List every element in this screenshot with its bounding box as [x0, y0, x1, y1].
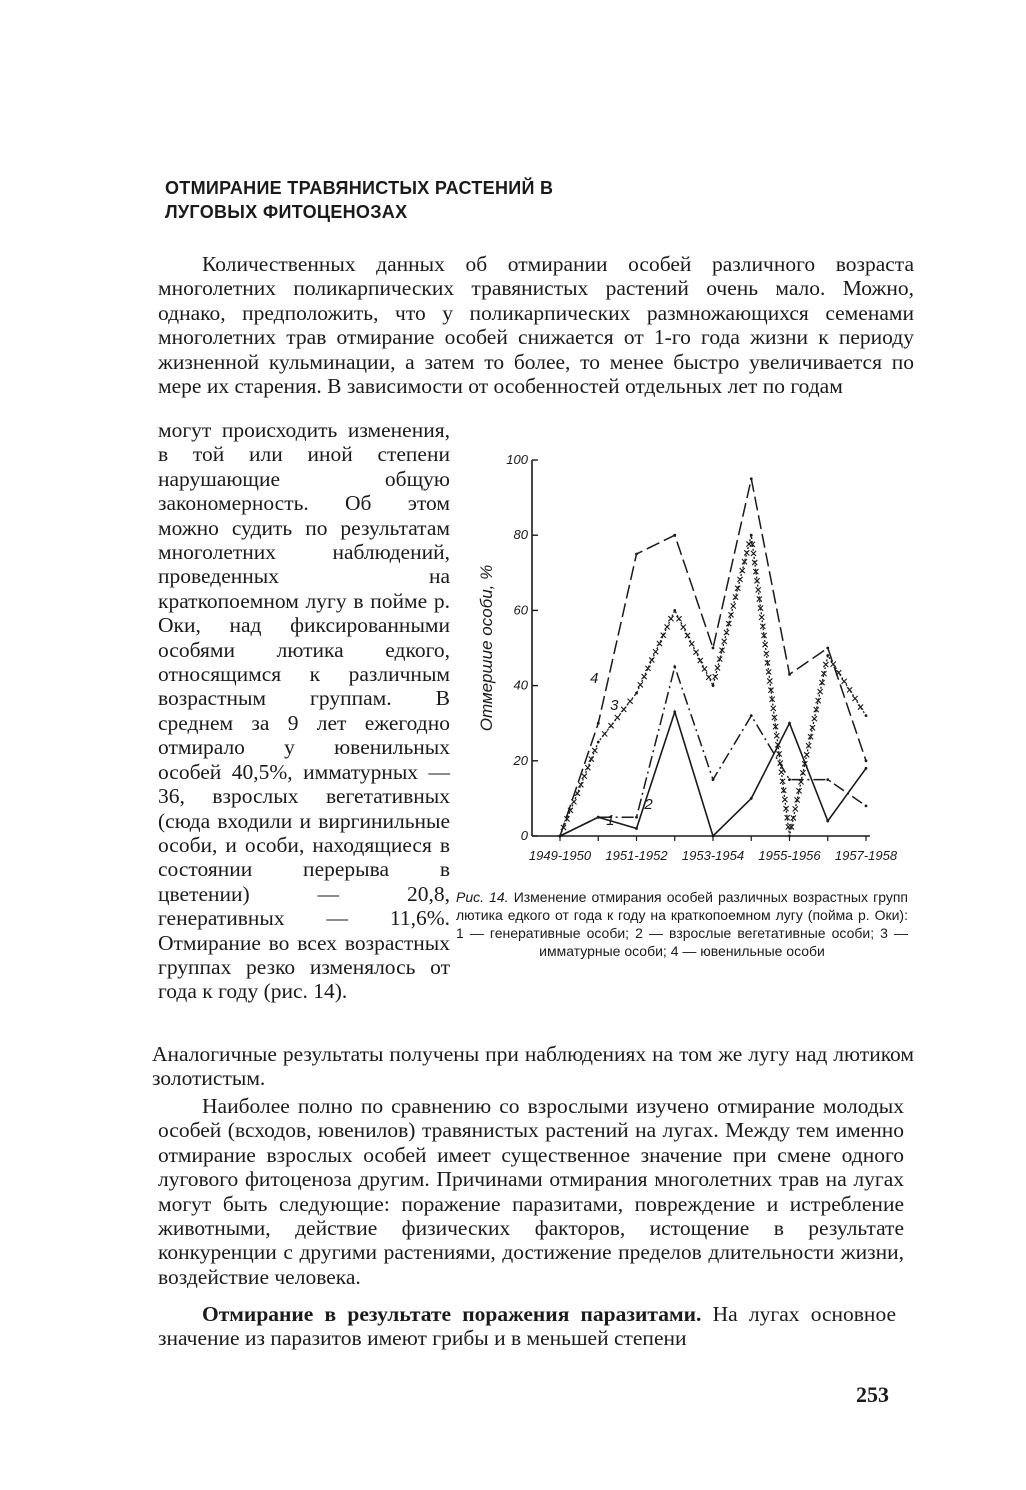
series-3-cross-marker [642, 674, 647, 679]
y-tick-label: 60 [513, 602, 528, 618]
paragraph-4-text: На лугах основное значение из паразитов имеют грибы и в меньшей степени [158, 1302, 896, 1351]
mortality-line-chart [456, 440, 916, 880]
y-tick-label: 0 [520, 828, 528, 843]
paragraph-1: Количественных данных об отмирании особей различного возраста многолетних поликарпических травянистых растений очень мало. Можно, однако, предположить, что у поликарпических размножающихся семенами многолетних трав отмирание особей снижается от 1-го года жизни к периоду жизненной кульминации, а затем то более, то менее быстро увеличивается по мере их старения. В зависимости от особенностей отдельных лет по годам [158, 252, 914, 399]
series-3-cross-marker [804, 752, 809, 757]
series-3-cross-marker [767, 678, 772, 683]
series-3-cross-marker [779, 770, 784, 775]
series-3-cross-marker [689, 641, 694, 646]
series-3-cross-marker [818, 689, 823, 694]
series-3-cross-marker [782, 797, 787, 802]
series-3-cross-marker [582, 774, 587, 779]
data-point-series-1 [865, 767, 868, 770]
series-3-cross-marker [661, 633, 666, 638]
series-3-cross-marker [698, 658, 703, 663]
series-label-1: 1 [606, 812, 615, 830]
data-point-series-2 [750, 714, 753, 717]
series-3-cross-marker [774, 733, 779, 738]
data-point-series-4 [865, 759, 868, 762]
figure-caption [456, 888, 908, 960]
series-3-cross-marker [823, 662, 828, 667]
data-point-series-1 [635, 827, 638, 830]
series-3-cross-marker [706, 675, 711, 680]
series-label-4: 4 [590, 670, 599, 688]
section-title: ОТМИРАНИЕ ТРАВЯНИСТЫХ РАСТЕНИЙ В ЛУГОВЫХ ФИТОЦЕНОЗАХ [165, 178, 554, 222]
series-3-cross-marker [852, 696, 857, 701]
series-3-cross-marker [668, 616, 673, 621]
series-3-cross-marker [858, 704, 863, 709]
series-3-cross-marker [608, 723, 613, 728]
data-point-series-1 [788, 722, 791, 725]
data-point-series-3 [826, 654, 829, 657]
series-3-cross-marker [771, 706, 776, 711]
series-3-cross-marker [737, 577, 742, 582]
figure-caption-text: Изменение отмирания особей различных возрастных групп лютика едкого от года к году на краткопоемном лугу (пойма р. Оки): 1 — генеративные особи; 2 — взрослые вегетативные особи; 3 — имматурные особи; 4 — ювенильные особи [456, 889, 908, 959]
series-3-cross-marker [847, 687, 852, 692]
figure-label: Рис. 14. [456, 889, 509, 905]
series-3-cross-marker [842, 679, 847, 684]
series-3-cross-marker [731, 603, 736, 608]
data-point-series-3 [788, 835, 791, 838]
data-point-series-2 [788, 778, 791, 781]
data-point-series-4 [788, 673, 791, 676]
series-3-cross-marker [649, 657, 654, 662]
series-3-cross-marker [653, 649, 658, 654]
series-3-cross-marker [628, 699, 633, 704]
series-3-cross-marker [638, 682, 643, 687]
series-line-4 [560, 479, 866, 836]
y-axis-label: Отмершие особи, % [477, 564, 496, 732]
data-point-series-3 [597, 741, 600, 744]
x-tick-label: 1951-1952 [605, 848, 668, 863]
paragraph-2-wrapped: могут происходить изменения, в той или иной степени нарушающие общую закономерность. Об этом можно судить по результатам многолетних наблюдений, проведенных на краткопоемном лугу в пойме р. Оки, над фиксированными особями лютика едкого, относящимся к различным возрастным группам. В среднем за 9 лет ежегодно отмирало у ювенильных особей 40,5%, имматурных — 36, взрослых вегетативных (сюда входили и виргинильные особи, и особи, находящиеся в состоянии перерыва в цветении) — 20,8, генеративных — 11,6%. Отмирание во всех возрастных группах резко изменялось от года к году (рис. 14). [158, 418, 450, 1004]
data-point-series-1 [826, 820, 829, 823]
series-3-cross-marker [812, 716, 817, 721]
series-label-2: 2 [644, 796, 653, 814]
series-3-cross-marker [715, 665, 720, 670]
series-3-cross-marker [759, 615, 764, 620]
data-point-series-4 [750, 477, 753, 480]
series-3-cross-marker [831, 662, 836, 667]
series-3-cross-marker [585, 765, 590, 770]
run-in-heading: Отмирание в результате поражения паразитами. [202, 1302, 702, 1326]
data-point-series-3 [865, 714, 868, 717]
y-tick-label: 80 [513, 527, 528, 543]
series-3-cross-marker [702, 666, 707, 671]
series-3-cross-marker [740, 568, 745, 573]
figure-14 [456, 440, 916, 880]
data-point-series-4 [712, 647, 715, 650]
data-point-series-2 [865, 805, 868, 808]
series-3-cross-marker [657, 641, 662, 646]
y-tick-label: 40 [513, 677, 528, 693]
series-3-cross-marker [615, 715, 620, 720]
x-tick-label: 1955-1956 [758, 848, 821, 863]
series-3-cross-marker [578, 782, 583, 787]
series-3-cross-marker [793, 806, 798, 811]
series-3-cross-marker [621, 707, 626, 712]
series-3-cross-marker [665, 624, 670, 629]
page-number: 253 [856, 1382, 889, 1407]
series-3-cross-marker [693, 650, 698, 655]
series-3-cross-marker [685, 633, 690, 638]
data-point-series-2 [673, 665, 676, 668]
data-point-series-3 [712, 684, 715, 687]
series-3-cross-marker [681, 625, 686, 630]
data-point-series-4 [673, 534, 676, 537]
data-point-series-2 [597, 816, 600, 819]
paragraph-3: Наиболее полно по сравнению со взрослыми изучено отмирание молодых особей (всходов, ювенилов) травянистых растений на лугах. Между тем именно отмирание взрослых особей имеет существенное значение при смене одного лугового фитоценоза другим. Причинами отмирания многолетних трав на лугах могут быть следующие: поражение паразитами, повреждение и истребление животными, действие физических факторов, истощение в результате конкуренции с другими растениями, достижение пределов длительности жизни, воздействие человека. [158, 1094, 904, 1289]
data-point-series-4 [559, 835, 562, 838]
data-point-series-3 [673, 609, 676, 612]
series-3-cross-marker [764, 651, 769, 656]
series-3-cross-marker [756, 587, 761, 592]
data-point-series-3 [750, 534, 753, 537]
series-3-cross-marker [763, 642, 768, 647]
data-point-series-2 [635, 816, 638, 819]
y-tick-label: 100 [506, 452, 528, 467]
series-3-cross-marker [806, 743, 811, 748]
data-point-series-1 [712, 835, 715, 838]
paragraph-4 [158, 1302, 896, 1351]
x-tick-label: 1953-1954 [681, 848, 745, 863]
data-point-series-1 [750, 797, 753, 800]
series-3-cross-marker [602, 731, 607, 736]
series-3-cross-marker [676, 616, 681, 621]
series-3-cross-marker [751, 551, 756, 556]
data-point-series-2 [826, 778, 829, 781]
series-3-cross-marker [722, 639, 727, 644]
series-label-3: 3 [610, 697, 619, 714]
paragraph-2-continued: Аналогичные результаты получены при наблюдениях на том же лугу над лютиком золотистым. [152, 1042, 914, 1091]
series-3-cross-marker [571, 799, 576, 804]
x-tick-label: 1949-1950 [528, 848, 592, 863]
data-point-series-4 [597, 722, 600, 725]
data-point-series-3 [635, 692, 638, 695]
data-point-series-4 [826, 647, 829, 650]
series-3-cross-marker [752, 560, 757, 565]
x-tick-label: 1957-1958 [834, 848, 898, 863]
series-3-cross-marker [645, 666, 650, 671]
y-tick-label: 20 [513, 752, 528, 768]
series-3-cross-marker [592, 748, 597, 753]
data-point-series-4 [635, 553, 638, 556]
data-point-series-2 [712, 778, 715, 781]
data-point-series-1 [673, 711, 676, 714]
